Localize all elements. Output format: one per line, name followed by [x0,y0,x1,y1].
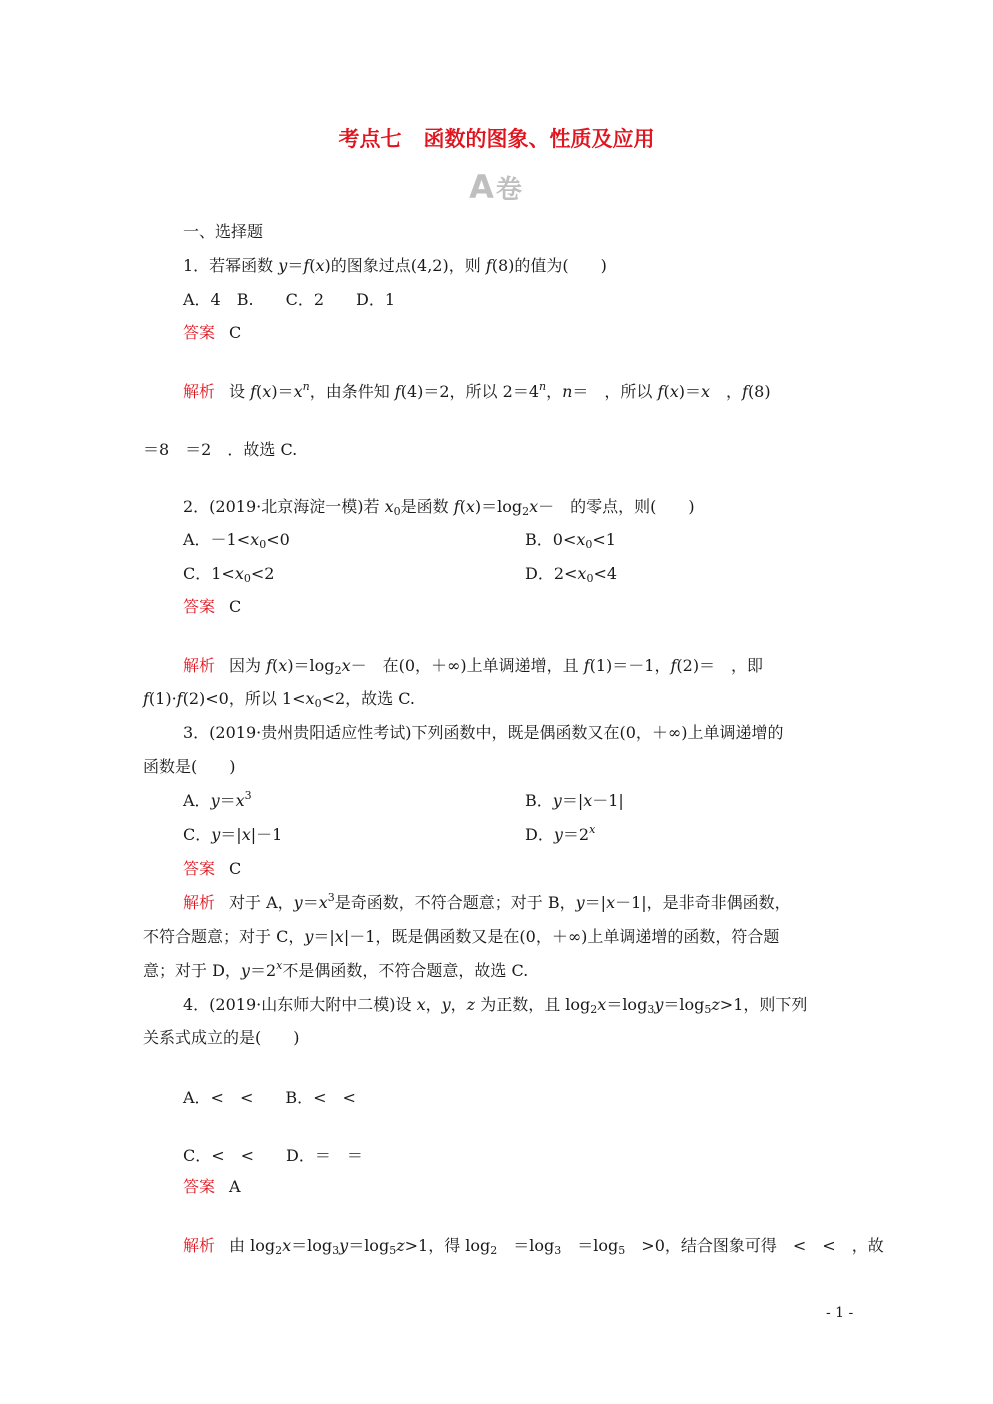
question-2-option-c: C．$1<x_0<2$ [183,564,275,585]
question-1-stem: 1．若幂函数 y＝f(x)的图象过点(4,2)，则 f(8)的值为( ) [183,256,607,275]
page-title: 考点七 函数的图象、性质及应用 [338,127,655,151]
question-2-analysis-line-1: 解析 因为 $f(x)=\log_2x-$ 在(0，＋∞)上单调递增，且 f(1)＝－1，f(2)＝ ，即 [183,656,764,677]
question-1-options: A．4 B. C．2 D．1 [183,290,396,309]
question-4-stem-line-1: 4．(2019·山东师大附中二模)设 x，y，z 为正数，且 $\log_2x=\log_3y=\log_5z>1$，则下列 [183,995,808,1016]
question-1-analysis-line-1: 解析 设 $f(x)=x^n$，由条件知 f(4)＝2，所以 $2=4^n$，n＝ ，所以 f(x)＝x ，f(8) [183,380,771,401]
question-3-answer: 答案 C [183,859,242,878]
section-heading: 一、选择题 [183,222,264,241]
question-3-analysis-line-1: 解析 对于 A，$y=x^3$是奇函数，不符合题意；对于 B，y＝|x－1|，是非奇非偶函数， [183,891,791,912]
question-4-stem-line-2: 关系式成立的是( ) [143,1028,300,1047]
question-2-answer: 答案 C [183,597,242,616]
question-2-option-d: D．$2<x_0<4$ [525,564,618,585]
question-4-analysis-line-1: 解析 由 $\log_2x=\log_3y=\log_5z>1$，得 $\log_2$ $=\log_3$ $=\log_5$ >0，结合图象可得 < < ，故 [183,1236,884,1257]
question-4-answer: 答案 A [183,1177,241,1196]
question-2-option-b: B．$0<x_0<1$ [525,530,616,551]
question-3-option-c: C．y＝|x|－1 [183,825,283,844]
question-4-options-ab: A．< < B．< < [183,1088,356,1107]
question-3-option-b: B．y＝|x－1| [525,791,624,810]
question-1-analysis-line-2: ＝8 ＝2 ．故选 C. [143,440,298,459]
question-3-option-d: D．$y=2^x$ [525,823,596,844]
question-3-stem-line-1: 3．(2019·贵州贵阳适应性考试)下列函数中，既是偶函数又在(0，＋∞)上单调递增的 [183,723,784,742]
question-2-stem: 2．(2019·北京海淀一模)若 $x_0$是函数 $f(x)=\log_2x-$ 的零点，则( ) [183,497,695,518]
question-3-analysis-line-3: 意；对于 D，$y=2^x$不是偶函数，不符合题意，故选 C. [143,959,529,980]
question-1-answer: 答案 C [183,323,242,342]
question-2-analysis-line-2: f(1)·f(2)<0，所以 $1<x_0<2$，故选 C. [143,689,415,710]
section-badge: A卷 [469,168,524,206]
question-2-option-a: A．$-1<x_0<0$ [183,530,290,551]
question-4-options-cd: C．< < D．＝ ＝ [183,1146,363,1165]
question-3-analysis-line-2: 不符合题意；对于 C，y＝|x|－1，既是偶函数又是在(0，＋∞)上单调递增的函数，符合题 [143,927,780,946]
question-3-option-a: A．$y=x^3$ [183,789,252,810]
question-3-stem-line-2: 函数是( ) [143,757,236,776]
page-number: - 1 - [826,1305,854,1321]
